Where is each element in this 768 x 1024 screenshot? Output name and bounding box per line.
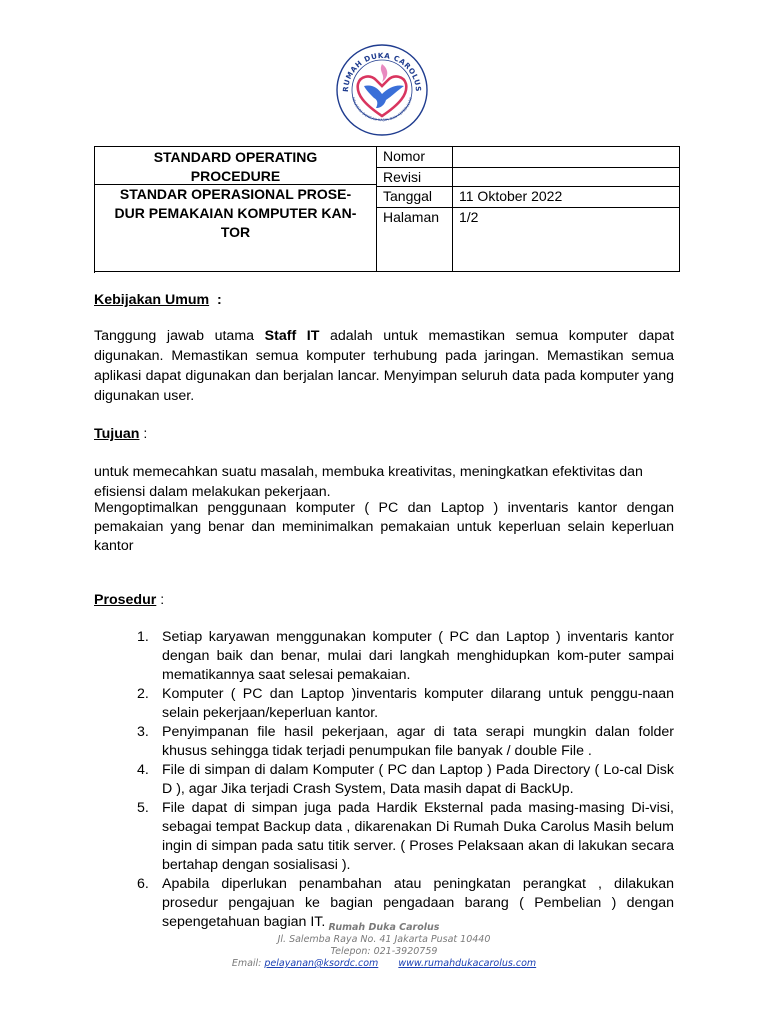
prosedur-heading-colon: : [156, 592, 165, 608]
kebijakan-paragraph [94, 326, 674, 406]
title-sub-line-1: STANDAR OPERASIONAL PROSE- [119, 186, 352, 202]
list-item-text: File di simpan di dalam Komputer ( PC dan Laptop ) Pada Directory ( Lo-cal Disk D ), agar Jika terjadi Crash System, Data masih dapat di BackUp. [162, 762, 674, 797]
list-item-number: 1. [137, 629, 149, 645]
kebijakan-text-post: adalah untuk memastikan semua komputer dapat digunakan. Memastikan semua komputer terhubung pada jaringan. Memastikan semua aplikasi dapat digunakan dan berjalan lancar. Menyimpan seluruh data pada komputer yang digunakan user. [94, 328, 675, 404]
title-sub-line-3: TOR [220, 224, 251, 240]
label-halaman: Halaman [377, 208, 453, 272]
prosedur-heading-row [94, 590, 674, 610]
svg-text:MELAYANI DENGAN KASIH DAN KEPE: MELAYANI DENGAN KASIH DAN KEPEDULIAN [350, 96, 414, 123]
title-sub-line-2: DUR PEMAKAIAN KOMPUTER KAN- [114, 205, 357, 221]
tujuan-heading-row [94, 424, 674, 444]
list-item-number: 6. [137, 876, 149, 892]
title-main-line-2: PROCEDURE [190, 168, 281, 184]
footer-email-label: Email: [231, 958, 265, 969]
value-revisi [453, 168, 680, 187]
footer-phone: Telepon: 021-3920759 [330, 946, 438, 957]
tujuan-heading-colon: : [139, 426, 148, 442]
kebijakan-heading-row [94, 290, 674, 310]
list-item [137, 723, 674, 761]
footer-email-link[interactable]: pelayanan@ksordc.com [264, 958, 379, 969]
list-item-number: 5. [137, 800, 149, 816]
footer-address: Jl. Salemba Raya No. 41 Jakarta Pusat 10440 [277, 934, 491, 945]
list-item-number: 3. [137, 724, 149, 740]
list-item-text: Setiap karyawan menggunakan komputer ( PC dan Laptop ) inventaris kantor dengan baik dan benar, mulai dari langkah menghidupkan kom-puter sampai mematikannya saat selesai pemakaian. [162, 629, 674, 683]
tujuan-heading: Tujuan [94, 426, 140, 442]
kebijakan-text-bold: Staff IT [264, 328, 320, 344]
list-item [137, 685, 674, 723]
list-item-number: 4. [137, 762, 149, 778]
label-tanggal: Tanggal [377, 187, 453, 208]
list-item-text: Komputer ( PC dan Laptop )inventaris komputer dilarang untuk penggu-naan selain pekerjaan/keperluan kantor. [162, 686, 674, 721]
sop-header-table [94, 146, 680, 272]
label-nomor: Nomor [377, 147, 453, 168]
kebijakan-text-pre: Tanggung jawab utama [94, 328, 265, 344]
sop-title-cell [95, 147, 377, 272]
prosedur-heading: Prosedur [94, 592, 157, 608]
kebijakan-heading: Kebijakan Umum [94, 292, 210, 308]
value-halaman: 1/2 [453, 208, 680, 272]
svg-text:RUMAH DUKA CAROLUS: RUMAH DUKA CAROLUS [340, 50, 424, 93]
rumah-duka-carolus-logo [334, 42, 430, 138]
list-item [137, 799, 674, 875]
prosedur-list [137, 628, 674, 932]
footer-contact-row [0, 958, 768, 970]
title-main-line-1: STANDARD OPERATING [153, 149, 318, 165]
list-item-number: 2. [137, 686, 149, 702]
list-item [137, 761, 674, 799]
tujuan-paragraph-2: Mengoptimalkan penggunaan komputer ( PC dan Laptop ) inventaris kantor dengan pemakaian yang benar dan meminimalkan pemakaian untuk keperluan selain keperluan kantor [94, 500, 674, 554]
footer-website-link[interactable]: www.rumahdukacarolus.com [398, 958, 537, 969]
list-item-text: File dapat di simpan juga pada Hardik Eksternal pada masing-masing Di-visi, sebagai tempat Backup data , dikarenakan Di Rumah Duka Carolus Masih belum ingin di simpan pada satu titik server. ( Proses Pelaksaan akan di lakukan secara bertahap dengan sosialisasi ). [162, 800, 674, 873]
footer-name: Rumah Duka Carolus [328, 922, 440, 933]
kebijakan-heading-colon: : [209, 292, 222, 308]
list-item [137, 628, 674, 685]
tujuan-paragraph-1: untuk memecahkan suatu masalah, membuka kreativitas, meningkatkan efektivitas dan efisiensi dalam melakukan pekerjaan. [94, 464, 643, 500]
label-revisi: Revisi [377, 168, 453, 187]
value-tanggal: 11 Oktober 2022 [453, 187, 680, 208]
value-nomor [453, 147, 680, 168]
list-item-text: Penyimpanan file hasil pekerjaan, agar di tata serapi mungkin dalan folder khusus sehingga tidak terjadi penumpukan file banyak / double File . [162, 724, 674, 759]
list-item-text: Apabila diperlukan penambahan atau peningkatan perangkat , dilakukan prosedur pengajuan ke bagian pengadaan barang ( Pembelian ) dengan sepengetahuan bagian IT. [162, 876, 674, 930]
